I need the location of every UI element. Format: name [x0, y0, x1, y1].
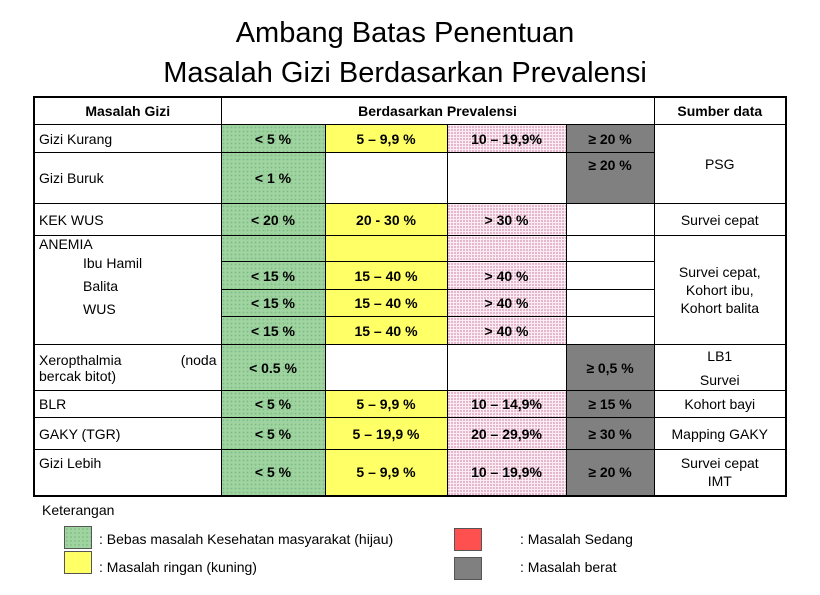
- cell-pink: 20 – 29,9%: [447, 418, 566, 450]
- cell-green: < 5 %: [221, 391, 325, 418]
- source-line: LB1: [707, 347, 733, 364]
- cell-green: < 5 %: [221, 418, 325, 450]
- row-name-suffix: (noda: [180, 351, 217, 368]
- legend-label-green: : Bebas masalah Kesehatan masyarakat (hijau): [99, 531, 394, 547]
- cell-pink: [447, 236, 566, 262]
- table-row: [34, 391, 786, 418]
- cell-green: [221, 236, 325, 262]
- cell-empty: [566, 262, 654, 290]
- source-line: IMT: [707, 473, 732, 490]
- source-cell: Kohort bayi: [654, 391, 786, 418]
- cell-green: < 0.5 %: [221, 345, 325, 391]
- cell-yellow: 5 – 19,9 %: [325, 418, 447, 450]
- table-row: [34, 236, 786, 262]
- source-cell: Mapping GAKY: [654, 418, 786, 450]
- cell-empty: [325, 345, 447, 391]
- cell-green: < 15 %: [221, 317, 325, 345]
- cell-pink: > 40 %: [447, 262, 566, 290]
- table-row: [34, 418, 786, 450]
- source-line: Survei cepat,: [678, 264, 761, 280]
- table-row: [34, 125, 786, 153]
- source-line: Survei cepat: [680, 455, 759, 472]
- source-gizi-lebih: [654, 450, 786, 496]
- cell-empty: [325, 153, 447, 204]
- table-row: [34, 204, 786, 236]
- threshold-table: [33, 96, 787, 497]
- row-name: Xeropthalmia: [39, 351, 122, 368]
- legend-label-red: : Masalah Sedang: [520, 531, 633, 547]
- cell-pink: 10 – 14,9%: [447, 391, 566, 418]
- cell-yellow: 15 – 40 %: [325, 262, 447, 290]
- cell-empty: [447, 345, 566, 391]
- row-name: GAKY (TGR): [34, 418, 221, 450]
- cell-empty: [566, 204, 654, 236]
- header-berdasarkan-prevalensi: Berdasarkan Prevalensi: [221, 97, 654, 125]
- table-row: [34, 450, 786, 496]
- cell-pink: > 30 %: [447, 204, 566, 236]
- cell-empty: [447, 153, 566, 204]
- cell-empty: [566, 236, 654, 262]
- source-psg: PSG: [654, 125, 786, 204]
- sub-row-name: Ibu Hamil: [83, 255, 143, 271]
- cell-yellow: 5 – 9,9 %: [325, 391, 447, 418]
- cell-green: < 5 %: [221, 450, 325, 496]
- row-name: Gizi Lebih: [34, 450, 221, 496]
- source-anemia: [654, 236, 786, 345]
- page-title-line1: Ambang Batas Penentuan: [235, 17, 575, 49]
- cell-yellow: 15 – 40 %: [325, 317, 447, 345]
- cell-grey: ≥ 15 %: [566, 391, 654, 418]
- cell-yellow: 5 – 9,9 %: [325, 450, 447, 496]
- cell-green: < 5 %: [221, 125, 325, 153]
- cell-grey: ≥ 20 %: [566, 125, 654, 153]
- cell-green: < 15 %: [221, 262, 325, 290]
- legend-swatch-red: [454, 528, 482, 551]
- legend-swatch-yellow: [64, 551, 92, 574]
- legend-swatch-green: [64, 526, 92, 549]
- cell-yellow: 15 – 40 %: [325, 290, 447, 317]
- cell-pink: > 40 %: [447, 290, 566, 317]
- header-row: [34, 97, 786, 125]
- legend-label-yellow: : Masalah ringan (kuning): [99, 559, 257, 575]
- cell-empty: [566, 317, 654, 345]
- legend-title: Keterangan: [42, 502, 115, 518]
- sub-row-name: WUS: [83, 301, 116, 317]
- sub-row-name: Balita: [83, 278, 119, 294]
- cell-yellow: [325, 236, 447, 262]
- page-title-line2: Masalah Gizi Berdasarkan Prevalensi: [163, 57, 647, 89]
- cell-grey: ≥ 0,5 %: [566, 345, 654, 391]
- source-xero: [654, 345, 786, 391]
- cell-pink: 10 – 19,9%: [447, 125, 566, 153]
- cell-grey: ≥ 30 %: [566, 418, 654, 450]
- source-line: Survei: [699, 371, 740, 388]
- xero-name-cell: [34, 345, 221, 391]
- legend-swatch-grey: [454, 557, 482, 580]
- source-line: Kohort ibu,: [685, 282, 754, 298]
- source-cell: Survei cepat: [654, 204, 786, 236]
- row-name: KEK WUS: [34, 204, 221, 236]
- cell-green: < 1 %: [221, 153, 325, 204]
- header-sumber-data: Sumber data: [654, 97, 786, 125]
- source-line: Kohort balita: [680, 300, 760, 316]
- cell-green: < 15 %: [221, 290, 325, 317]
- row-name: Gizi Kurang: [34, 125, 221, 153]
- cell-grey: ≥ 20 %: [566, 450, 654, 496]
- row-name: Gizi Buruk: [34, 153, 221, 204]
- cell-grey: ≥ 20 %: [566, 153, 654, 204]
- row-name-line2: bercak bitot): [39, 367, 117, 384]
- table-row: [34, 345, 786, 391]
- cell-pink: 10 – 19,9%: [447, 450, 566, 496]
- cell-yellow: 20 - 30 %: [325, 204, 447, 236]
- cell-empty: [566, 290, 654, 317]
- header-masalah-gizi: Masalah Gizi: [34, 97, 221, 125]
- row-name: ANEMIA: [39, 236, 93, 252]
- anemia-name-cell: [34, 236, 221, 345]
- cell-pink: > 40 %: [447, 317, 566, 345]
- legend-label-grey: : Masalah berat: [520, 559, 617, 575]
- cell-green: < 20 %: [221, 204, 325, 236]
- row-name: BLR: [34, 391, 221, 418]
- cell-yellow: 5 – 9,9 %: [325, 125, 447, 153]
